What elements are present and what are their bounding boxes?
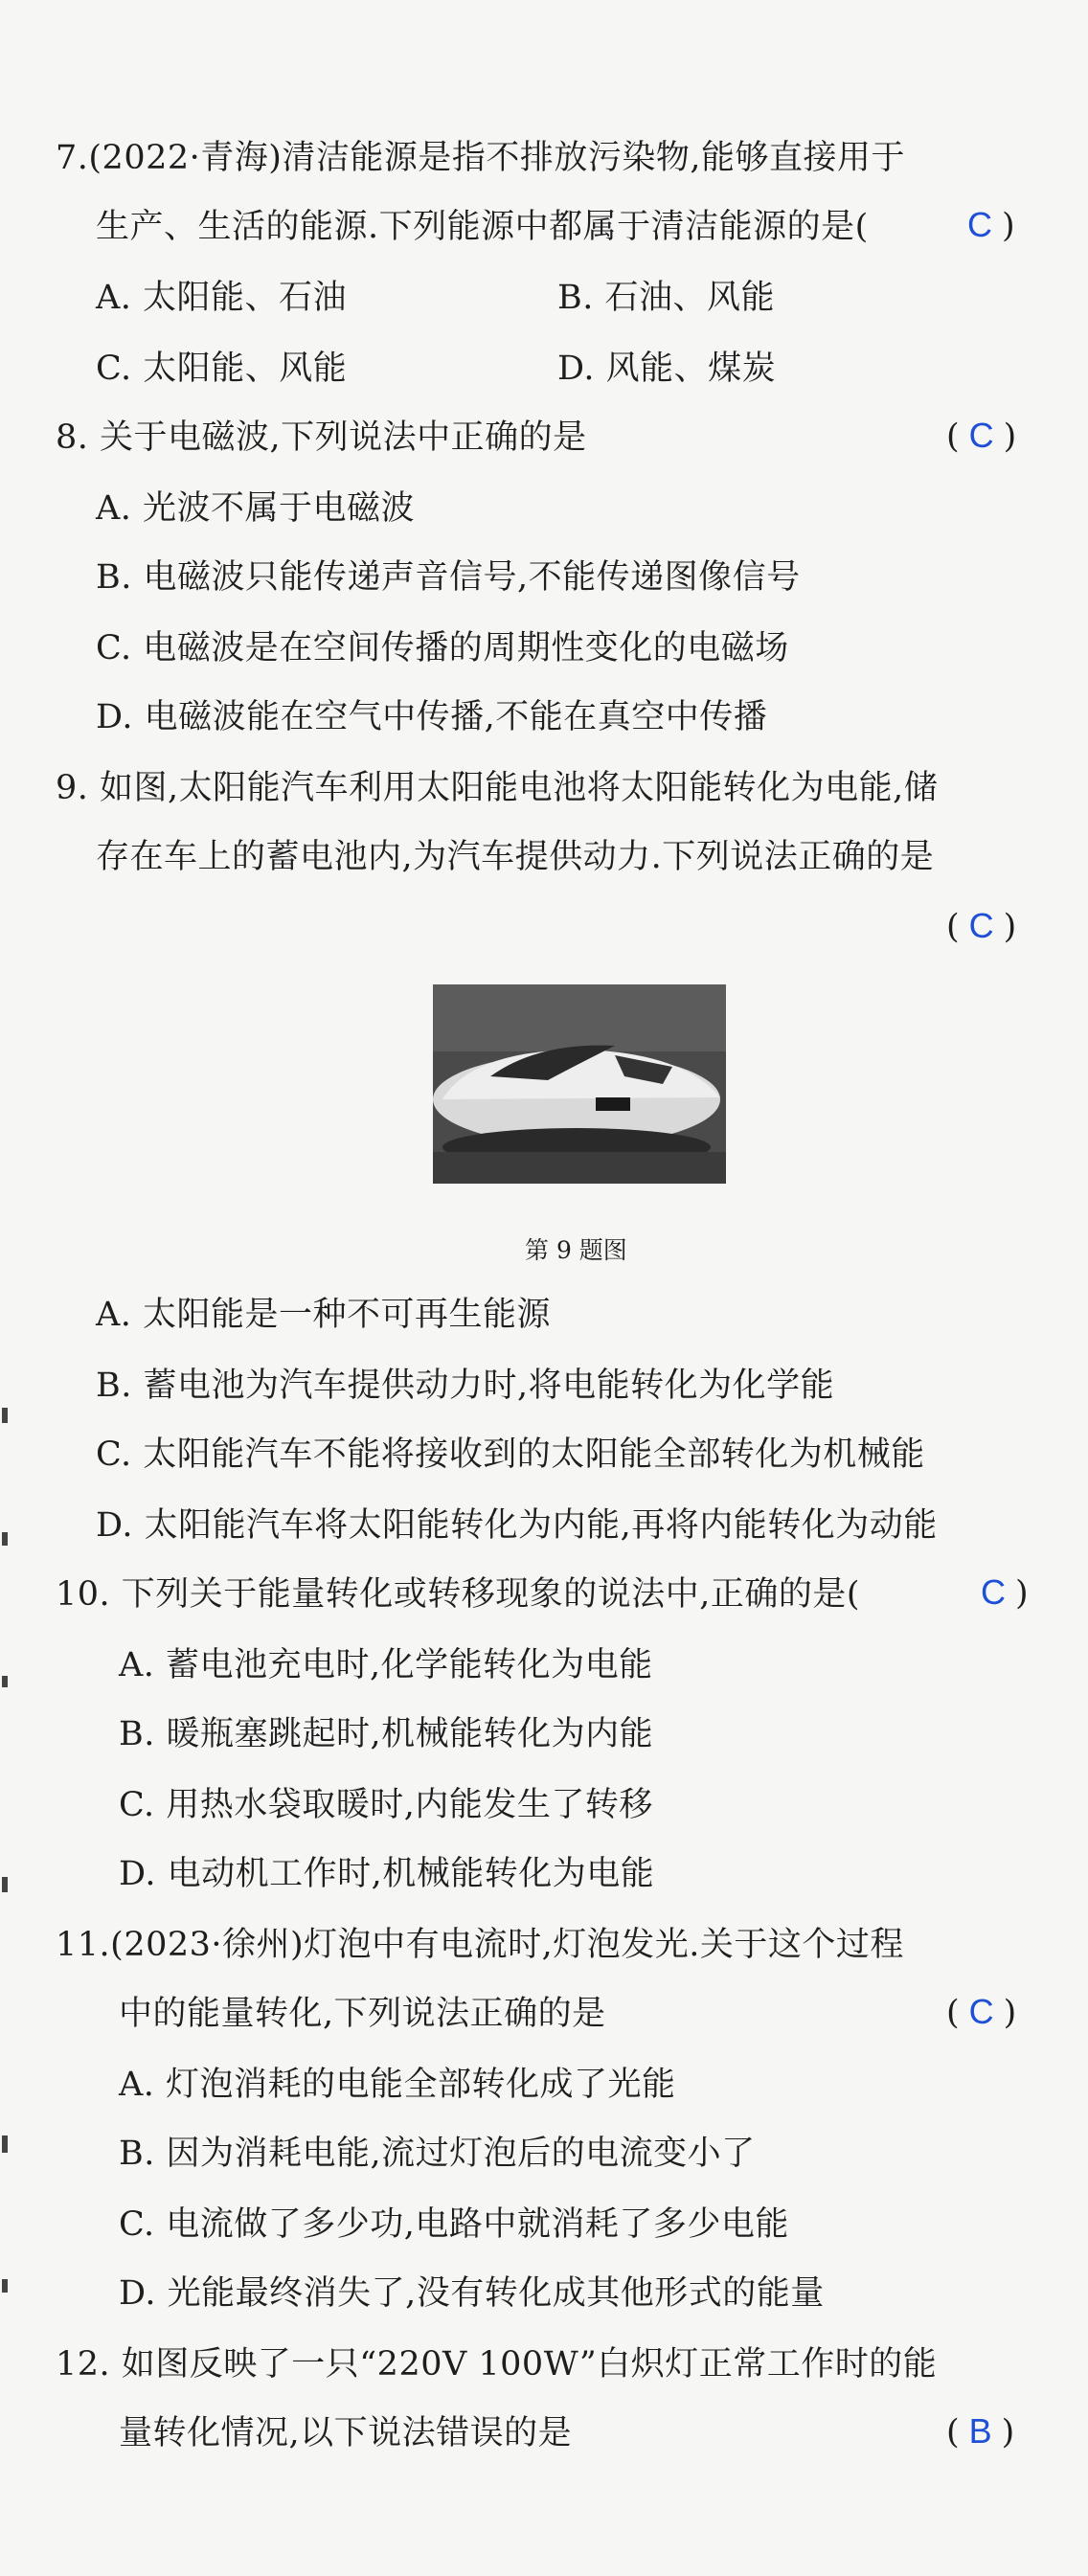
q10-option-a: A. 蓄电池充电时,化学能转化为电能 bbox=[119, 1646, 653, 1684]
q8-answer bbox=[946, 414, 1016, 459]
q9-option-a: A. 太阳能是一种不可再生能源 bbox=[96, 1296, 552, 1334]
q11-option-b: B. 因为消耗电能,流过灯泡后的电流变小了 bbox=[119, 2135, 756, 2173]
q8-option-c: C. 电磁波是在空间传播的周期性变化的电磁场 bbox=[96, 629, 789, 667]
q12-stem-line1: 12. 如图反映了一只“220V 100W”白炽灯正常工作时的能 bbox=[56, 2345, 938, 2384]
q7-option-b: B. 石油、风能 bbox=[557, 279, 775, 317]
q9-answer-close: ) bbox=[1003, 908, 1017, 946]
q9-option-c: C. 太阳能汽车不能将接收到的太阳能全部转化为机械能 bbox=[96, 1435, 925, 1474]
q11-stem-line1: 11.(2023·徐州)灯泡中有电流时,灯泡发光.关于这个过程 bbox=[56, 1926, 904, 1964]
q11-answer-open: ( bbox=[946, 1994, 960, 2032]
q8-option-a: A. 光波不属于电磁波 bbox=[96, 489, 416, 528]
q8-answer-open: ( bbox=[946, 418, 960, 456]
q7-stem-line2: 生产、生活的能源.下列能源中都属于清洁能源的是( bbox=[96, 208, 869, 246]
q9-option-d: D. 太阳能汽车将太阳能转化为内能,再将内能转化为动能 bbox=[96, 1506, 938, 1545]
margin-mark bbox=[2, 1532, 8, 1546]
q11-stem-line2: 中的能量转化,下列说法正确的是 bbox=[119, 1995, 606, 2033]
q11-answer bbox=[946, 1990, 1016, 2035]
q9-answer-open: ( bbox=[946, 908, 960, 946]
q12-answer-open: ( bbox=[946, 2413, 960, 2452]
q10-answer-letter: C bbox=[981, 1572, 1006, 1612]
q9-answer bbox=[946, 904, 1016, 949]
q11-option-a: A. 灯泡消耗的电能全部转化成了光能 bbox=[119, 2066, 676, 2104]
q8-stem-line1: 8. 关于电磁波,下列说法中正确的是 bbox=[56, 418, 587, 457]
q11-option-d: D. 光能最终消失了,没有转化成其他形式的能量 bbox=[119, 2274, 825, 2313]
q8-option-d: D. 电磁波能在空气中传播,不能在真空中传播 bbox=[96, 698, 768, 736]
q7-option-d: D. 风能、煤炭 bbox=[557, 350, 777, 388]
q10-answer-close: ) bbox=[1015, 1574, 1029, 1613]
q7-answer-close: ) bbox=[1002, 207, 1015, 245]
q11-option-c: C. 电流做了多少功,电路中就消耗了多少电能 bbox=[119, 2205, 789, 2244]
solar-car-photo bbox=[433, 984, 726, 1184]
q10-option-b: B. 暖瓶塞跳起时,机械能转化为内能 bbox=[119, 1715, 654, 1753]
margin-mark bbox=[2, 1408, 8, 1423]
q10-answer bbox=[971, 1570, 1029, 1616]
q8-answer-close: ) bbox=[1003, 418, 1017, 456]
q12-stem-line2: 量转化情况,以下说法错误的是 bbox=[119, 2414, 573, 2452]
q9-stem-line1: 9. 如图,太阳能汽车利用太阳能电池将太阳能转化为电能,储 bbox=[56, 769, 939, 807]
q9-option-b: B. 蓄电池为汽车提供动力时,将电能转化为化学能 bbox=[96, 1367, 835, 1405]
q11-answer-letter: C bbox=[968, 1992, 994, 2031]
q10-stem-line1: 10. 下列关于能量转化或转移现象的说法中,正确的是( bbox=[56, 1575, 861, 1614]
solar-car-illustration bbox=[433, 984, 726, 1184]
margin-mark bbox=[2, 2135, 8, 2153]
q7-option-c: C. 太阳能、风能 bbox=[96, 350, 348, 388]
q9-stem-line2: 存在车上的蓄电池内,为汽车提供动力.下列说法正确的是 bbox=[96, 838, 935, 876]
q10-option-d: D. 电动机工作时,机械能转化为电能 bbox=[119, 1855, 655, 1893]
q12-answer-letter: B bbox=[968, 2411, 992, 2451]
q12-answer-close: ) bbox=[1001, 2413, 1015, 2452]
margin-mark bbox=[2, 1877, 8, 1892]
q7-option-a: A. 太阳能、石油 bbox=[96, 279, 348, 317]
q9-answer-letter: C bbox=[968, 906, 994, 945]
margin-mark bbox=[2, 2279, 8, 2293]
q8-answer-letter: C bbox=[968, 416, 994, 455]
q10-option-c: C. 用热水袋取暖时,内能发生了转移 bbox=[119, 1786, 653, 1824]
q7-answer-letter: C bbox=[967, 205, 992, 244]
margin-mark bbox=[2, 1676, 8, 1687]
q9-figure-caption: 第 9 题图 bbox=[525, 1236, 627, 1264]
q7-answer bbox=[958, 203, 1015, 248]
q8-option-b: B. 电磁波只能传递声音信号,不能传递图像信号 bbox=[96, 558, 801, 597]
q12-answer bbox=[946, 2409, 1014, 2454]
q11-answer-close: ) bbox=[1003, 1994, 1017, 2032]
q7-stem-line1: 7.(2022·青海)清洁能源是指不排放污染物,能够直接用于 bbox=[56, 139, 906, 177]
